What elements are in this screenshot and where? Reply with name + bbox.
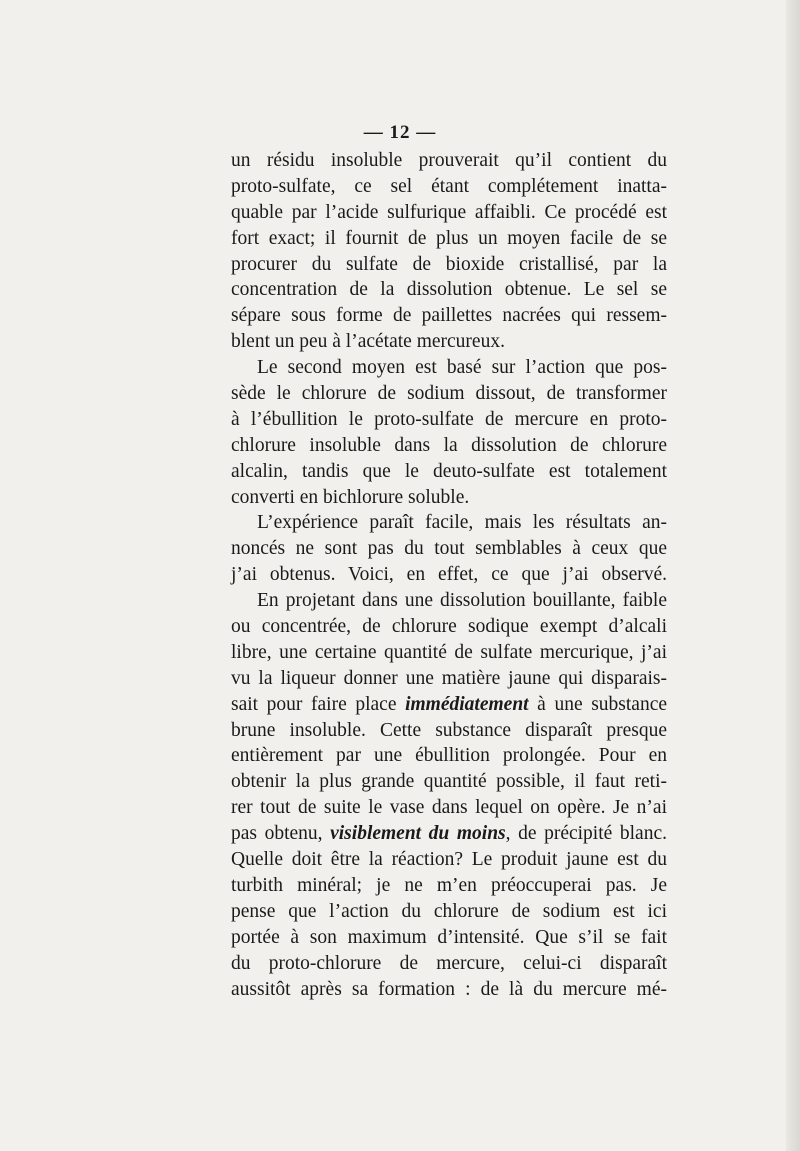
text-run: sait pour faire place bbox=[231, 693, 406, 715]
text-line: blent un peu à l’acétate mercureux. bbox=[231, 331, 505, 353]
text-line: sède le chlorure de sodium dissout, de transformer bbox=[231, 383, 667, 405]
text-line: noncés ne sont pas du tout semblables à ceux que bbox=[231, 538, 667, 560]
text-line: converti en bichlorure soluble. bbox=[231, 486, 470, 508]
text-line: turbith minéral; je ne m’en préoccuperai pas. Je bbox=[231, 874, 667, 896]
text-line: libre, une certaine quantité de sulfate mercurique, j’ai bbox=[231, 641, 667, 663]
emphasized-text: visiblement du moins bbox=[330, 823, 506, 845]
text-line bbox=[231, 692, 667, 718]
text-line: Le second moyen est basé sur l’action que pos- bbox=[257, 357, 667, 379]
text-line: fort exact; il fournit de plus un moyen facile de se bbox=[231, 227, 667, 249]
text-line: un résidu insoluble prouverait qu’il contient du bbox=[231, 150, 667, 171]
text-line: vu la liqueur donner une matière jaune qui disparais- bbox=[231, 667, 667, 689]
text-run: , de précipité blanc. bbox=[505, 823, 667, 845]
text-line: procurer du sulfate de bioxide cristallisé, par la bbox=[231, 253, 667, 275]
text-line: portée à son maximum d’intensité. Que s’il se fait bbox=[231, 926, 667, 948]
page-edge bbox=[786, 0, 800, 1151]
text-line: du proto-chlorure de mercure, celui-ci disparaît bbox=[231, 952, 667, 974]
text-line: entièrement par une ébullition prolongée. Pour en bbox=[231, 745, 667, 767]
text-line bbox=[231, 821, 667, 847]
text-line: chlorure insoluble dans la dissolution de chlorure bbox=[231, 434, 667, 456]
text-line: En projetant dans une dissolution bouillante, faible bbox=[257, 590, 667, 612]
text-line: pense que l’action du chlorure de sodium est ici bbox=[231, 900, 667, 922]
text-line: j’ai obtenus. Voici, en effet, ce que j’ai observé. bbox=[231, 564, 667, 586]
text-run: à une substance bbox=[528, 693, 668, 715]
text-line: Quelle doit être la réaction? Le produit jaune est du bbox=[231, 849, 667, 871]
text-line: proto-sulfate, ce sel étant complétement inatta- bbox=[231, 175, 667, 197]
text-line: à l’ébullition le proto-sulfate de mercure en proto- bbox=[231, 408, 667, 430]
text-line: concentration de la dissolution obtenue. Le sel se bbox=[231, 279, 667, 301]
page-number: — 12 — bbox=[363, 122, 437, 143]
text-line: L’expérience paraît facile, mais les résultats an- bbox=[257, 512, 667, 534]
text-line: alcalin, tandis que le deuto-sulfate est totalement bbox=[231, 460, 667, 482]
text-line: sépare sous forme de paillettes nacrées qui ressem- bbox=[231, 305, 667, 327]
text-line: obtenir la plus grande quantité possible, il faut reti- bbox=[231, 771, 667, 793]
text-line: ou concentrée, de chlorure sodique exempt d’alcali bbox=[231, 616, 667, 638]
emphasized-text: immédiatement bbox=[405, 693, 529, 715]
text-line: brune insoluble. Cette substance disparaît presque bbox=[231, 719, 667, 741]
body-text bbox=[231, 148, 667, 1002]
text-line: rer tout de suite le vase dans lequel on opère. Je n’ai bbox=[231, 797, 667, 819]
text-run: pas obtenu, bbox=[231, 823, 331, 845]
text-line: quable par l’acide sulfurique affaibli. Ce procédé est bbox=[231, 201, 667, 223]
text-line: aussitôt après sa formation : de là du mercure mé- bbox=[231, 978, 667, 1000]
